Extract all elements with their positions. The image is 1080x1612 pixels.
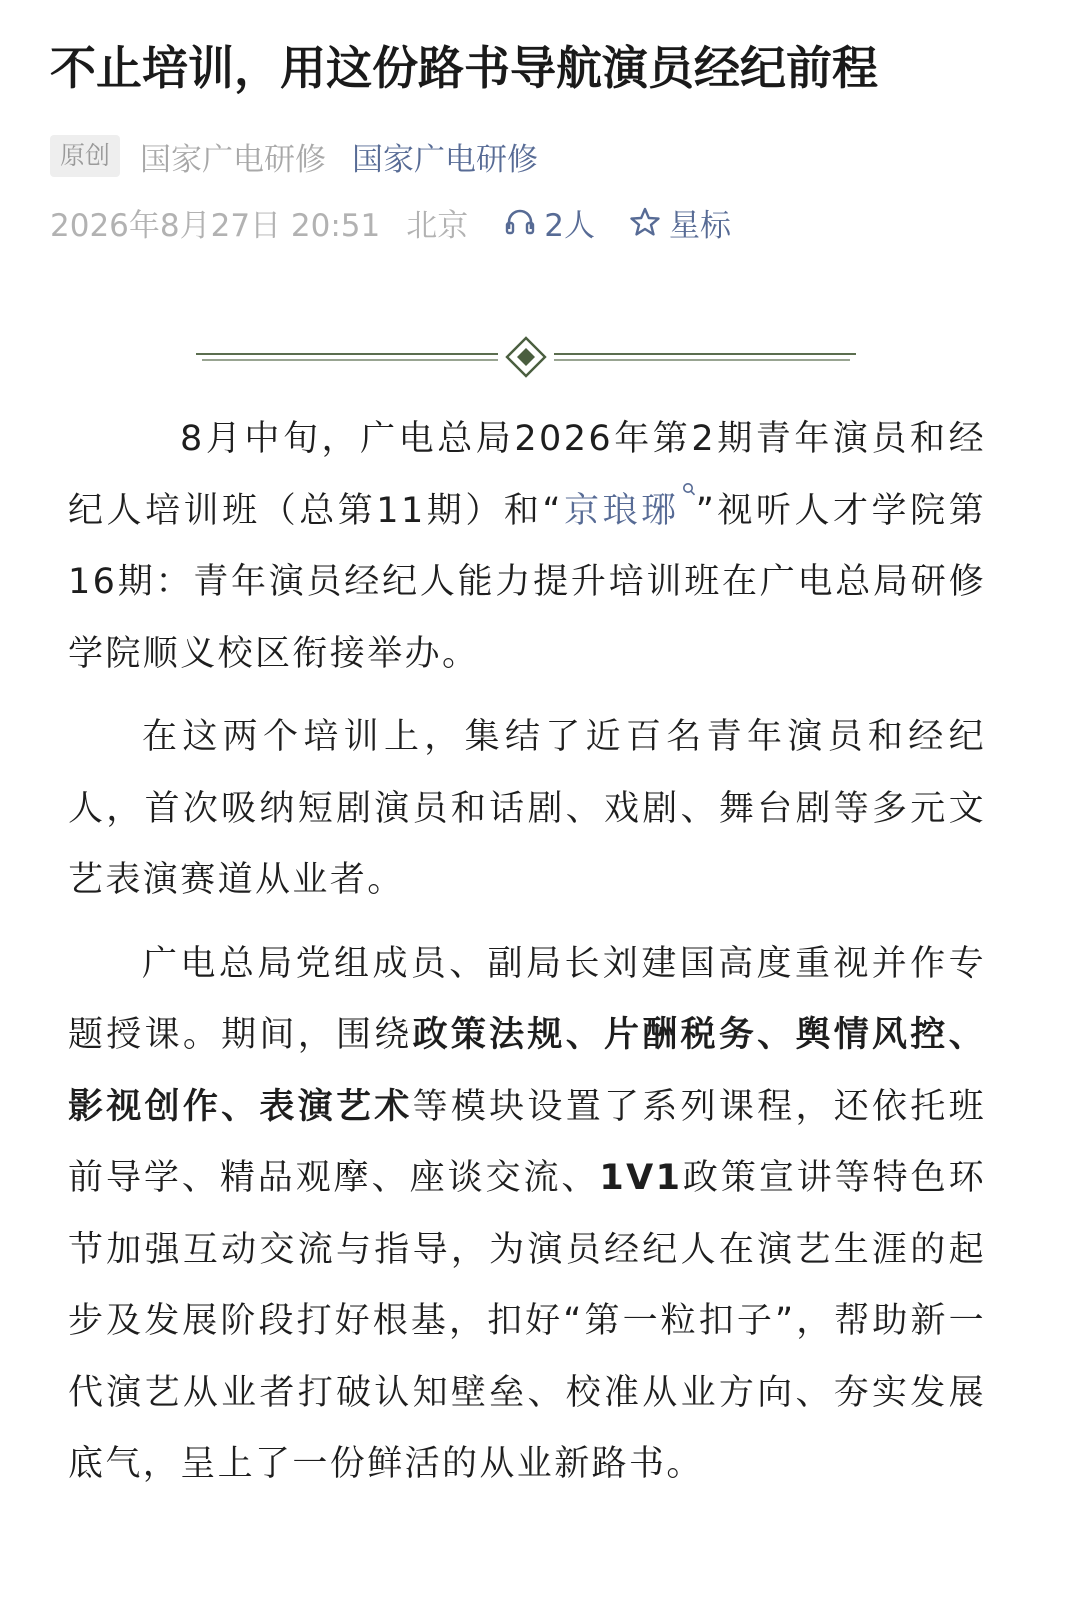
- star-label: 星标: [669, 207, 731, 244]
- listener-count: 2人: [544, 207, 595, 244]
- publish-date: 2026年8月27日 20:51: [50, 207, 381, 244]
- publish-info-row: [50, 198, 731, 246]
- author-name: 国家广电研修: [140, 141, 327, 178]
- author-row: [50, 134, 538, 178]
- listen-button[interactable]: [504, 200, 595, 245]
- search-link[interactable]: 京琅琊: [563, 491, 696, 531]
- original-badge: 原创: [50, 135, 120, 177]
- article-body: [68, 404, 986, 1513]
- headphones-icon: [504, 207, 536, 237]
- paragraph-1: 8月中旬，广电总局2026年第2期青年演员和经纪人培训班（总第11期）和“京琅琊 ”视听人才学院第16期：青年演员经纪人能力提升培训班在广电总局研修学院顺义校区衔接举办。: [68, 419, 987, 674]
- star-icon: [629, 206, 661, 238]
- ornamental-divider: [196, 336, 856, 386]
- article-title: 不止培训，用这份路书导航演员经纪前程: [50, 41, 878, 95]
- paragraph-3: 广电总局党组成员、副局长刘建国高度重视并作专题授课。期间，围绕政策法规、片酬税务、舆情风控、影视创作、表演艺术等模块设置了系列课程，还依托班前导学、精品观摩、座谈交流、1V1政策宣讲等特色环节加强互动交流与指导，为演员经纪人在演艺生涯的起步及发展阶段打好根基，扣好“第一粒扣子”，帮助新一代演艺从业者打破认知壁垒、校准从业方向、夯实发展底气，呈上了一份鲜活的从业新路书。: [68, 943, 986, 1484]
- star-button[interactable]: [629, 200, 731, 245]
- publish-location: 北京: [406, 207, 469, 244]
- paragraph-2: 在这两个培训上，集结了近百名青年演员和经纪人，首次吸纳短剧演员和话剧、戏剧、舞台剧等多元文艺表演赛道从业者。: [68, 717, 986, 900]
- account-link[interactable]: 国家广电研修: [352, 141, 539, 178]
- search-icon: [682, 482, 696, 498]
